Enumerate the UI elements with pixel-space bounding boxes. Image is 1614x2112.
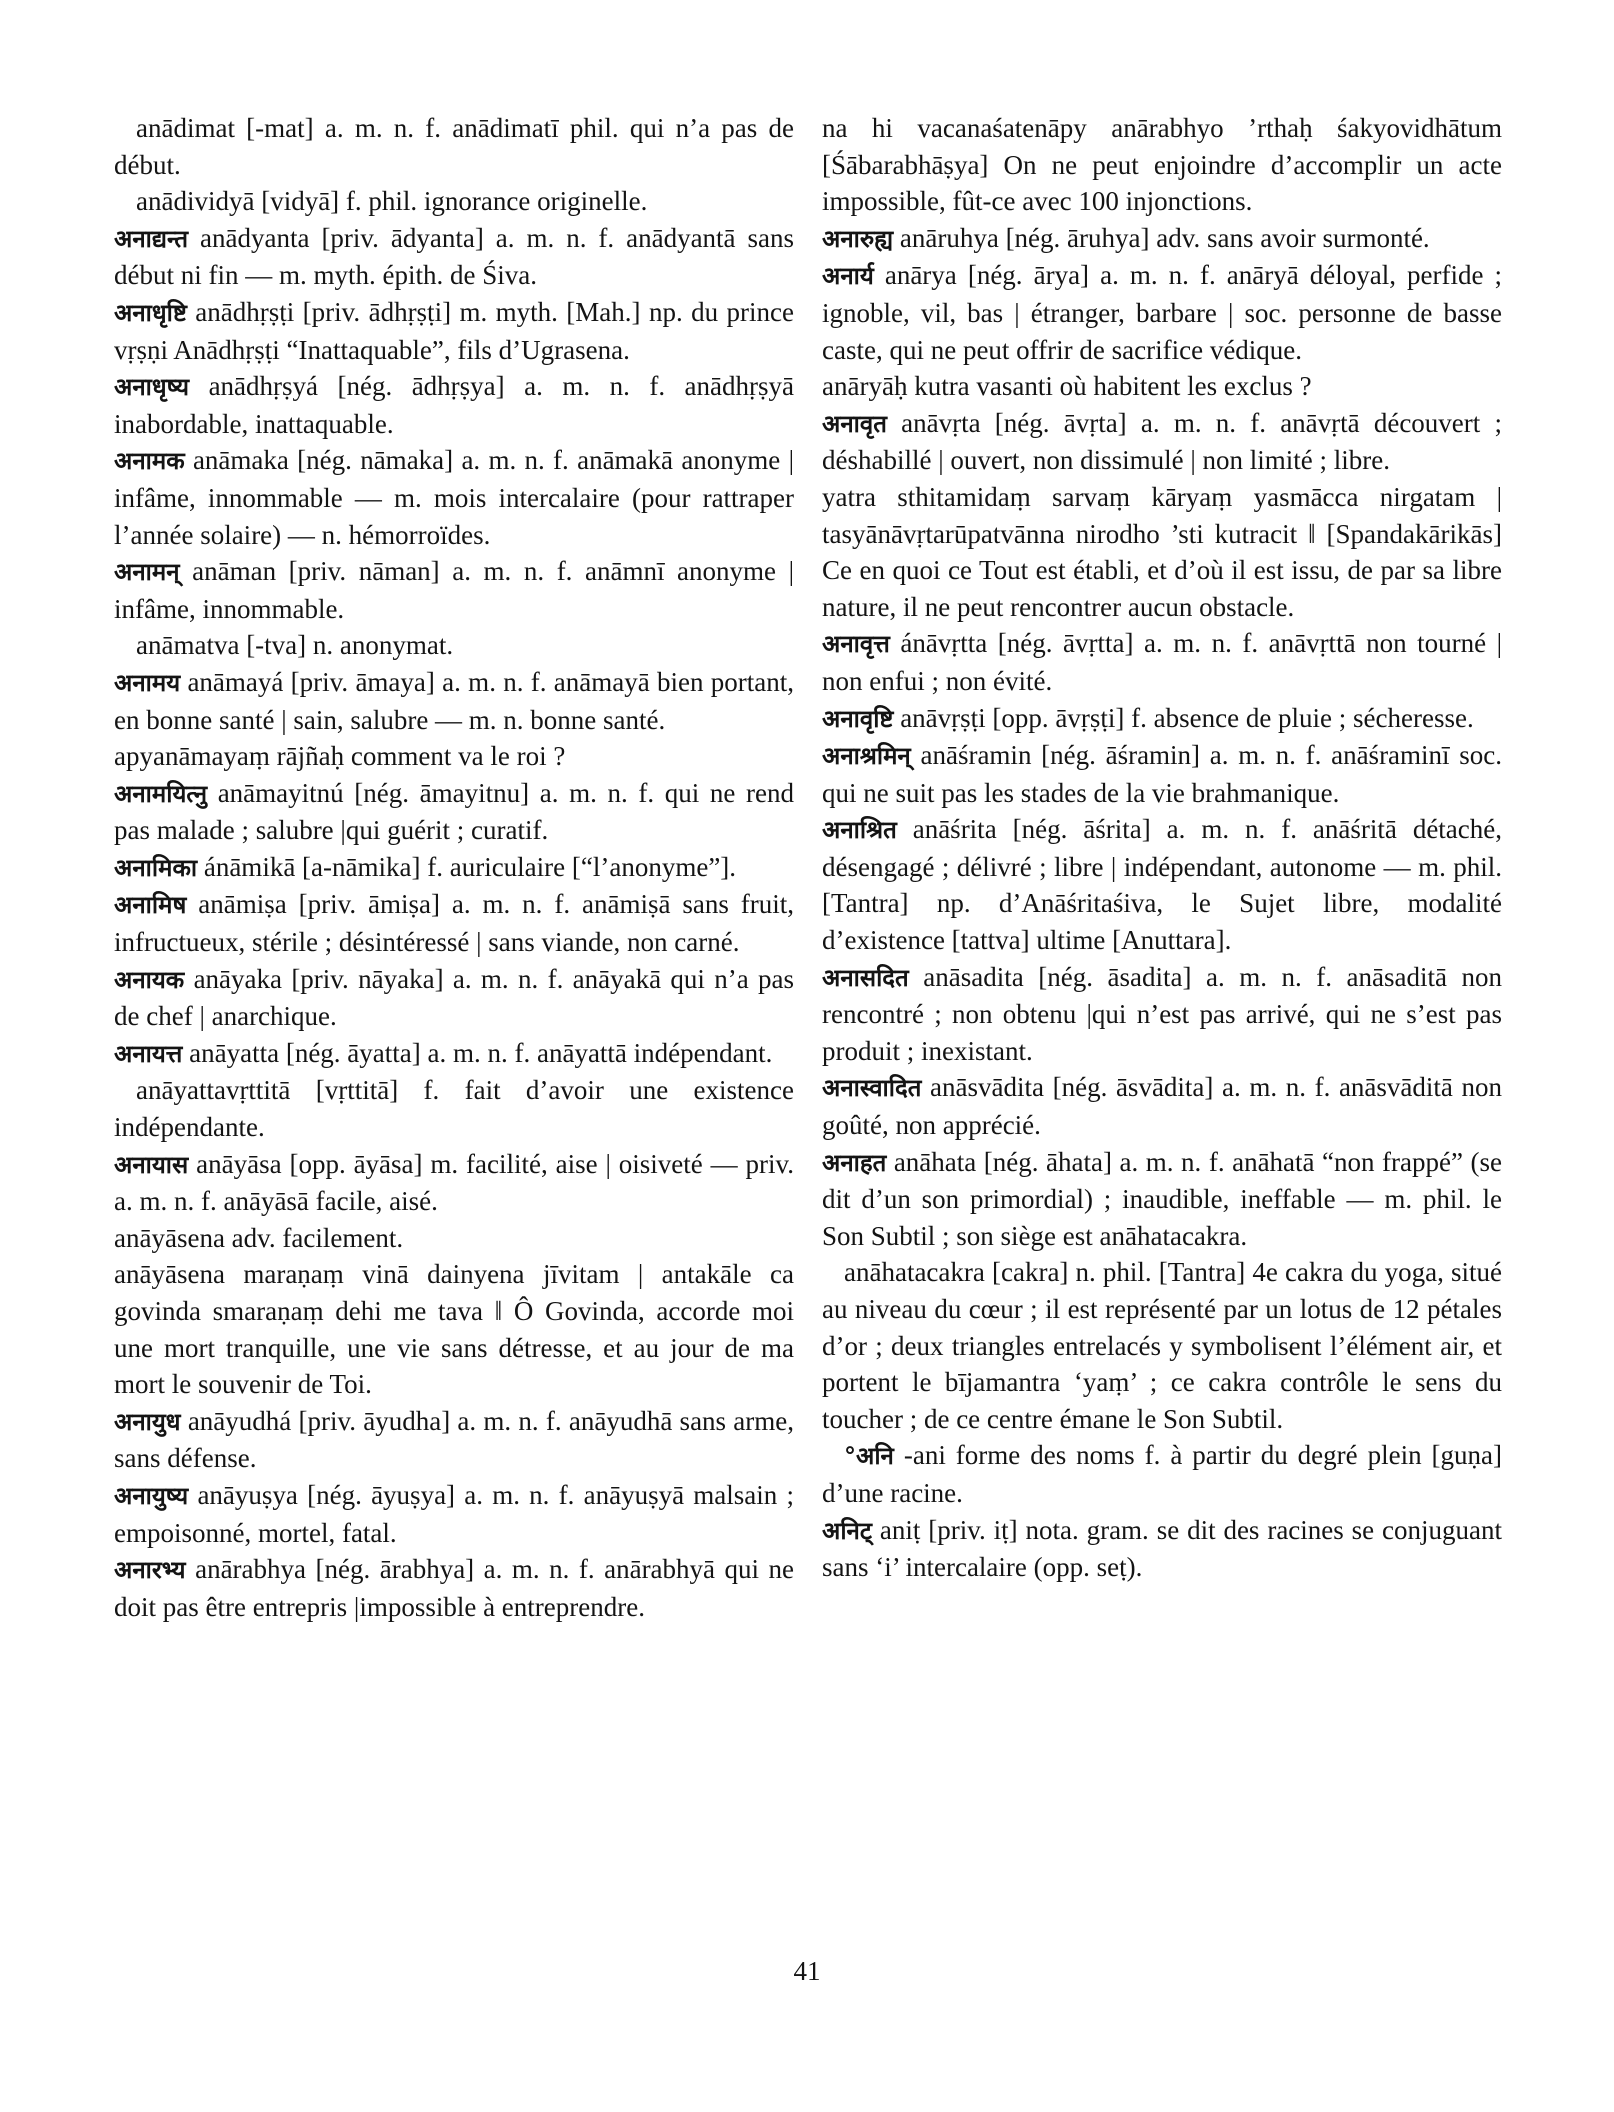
- dictionary-entry: [114, 886, 794, 960]
- dictionary-entry: [114, 627, 794, 664]
- devanagari-headword: अनामयित्नु: [114, 779, 208, 808]
- dictionary-entry: [114, 294, 794, 368]
- devanagari-headword: अनामिका: [114, 853, 198, 882]
- dictionary-entry: [114, 775, 794, 849]
- entry-text: anāmayá [priv. āmaya] a. m. n. f. anāmayā bien portant, en bonne santé | sain, salubre — m. n. bonne santé.: [114, 666, 795, 735]
- dictionary-entry: [822, 1069, 1502, 1143]
- entry-text: apyanāmayaṃ rājñaḥ comment va le roi ?: [114, 741, 566, 772]
- entry-text: anāyaka [priv. nāyaka] a. m. n. f. anāyakā qui n’a pas de chef | anarchique.: [114, 963, 794, 1032]
- entry-text: ánāvṛtta [nég. āvṛtta] a. m. n. f. anāvṛttā non tourné | non enfui ; non évité.: [822, 628, 1502, 696]
- dictionary-entry: [114, 1551, 794, 1625]
- devanagari-headword: अनास्वादित: [822, 1074, 922, 1103]
- dictionary-entry: [114, 368, 794, 442]
- devanagari-headword: अनाश्रित: [822, 816, 897, 845]
- devanagari-headword: °अनि: [844, 1442, 894, 1471]
- dictionary-entry: [822, 220, 1502, 258]
- dictionary-entry: [114, 738, 794, 775]
- entry-text: yatra sthitamidaṃ sarvaṃ kāryaṃ yasmācca nirgatam | tasyānāvṛtarūpatvānna nirodho ’sti kutracit ‖ [Spandakārikās] Ce en quoi ce Tout est établi, et d’où il est issu, de par sa libre nature, il ne peut rencontrer aucun obstacle.: [822, 481, 1502, 622]
- entry-text: anādimat [-mat] a. m. n. f. anādimatī phil. qui n’a pas de début.: [114, 113, 794, 180]
- dictionary-entry: [114, 1146, 794, 1220]
- dictionary-entry: [822, 1437, 1502, 1511]
- dictionary-entry: [822, 405, 1502, 479]
- dictionary-entry: [114, 1477, 794, 1551]
- dictionary-entry: [822, 1144, 1502, 1255]
- devanagari-headword: अनाधृष्टि: [114, 298, 187, 327]
- dictionary-entry: [114, 1220, 794, 1257]
- entry-text: anāyatta [nég. āyatta] a. m. n. f. anāyattā indépendant.: [189, 1037, 773, 1068]
- devanagari-headword: अनायास: [114, 1150, 189, 1179]
- entry-text: anārya [nég. ārya] a. m. n. f. anāryā déloyal, perfide ; ignoble, vil, bas | étranger, barbare | soc. personne de basse caste, qui ne peut offrir de sacrifice védique.: [822, 260, 1502, 365]
- devanagari-headword: अनाद्यन्त: [114, 224, 189, 253]
- entry-text: na hi vacanaśatenāpy anārabhyo ’rthaḥ śakyovidhātum [Śābarabhāṣya] On ne peut enjoindre d’accomplir un acte impossible, fût-ce avec 100 injonctions.: [822, 113, 1502, 217]
- entry-text: anāmayitnú [nég. āmayitnu] a. m. n. f. qui ne rend pas malade ; salubre |qui guérit ; curatif.: [114, 777, 794, 846]
- devanagari-headword: अनाश्रमिन्: [822, 742, 911, 771]
- dictionary-entry: [114, 664, 794, 738]
- devanagari-headword: अनामक: [114, 447, 185, 476]
- dictionary-entry: [114, 1035, 794, 1073]
- devanagari-headword: अनायत्त: [114, 1039, 183, 1068]
- dictionary-entry: [822, 625, 1502, 699]
- devanagari-headword: अनार्य: [822, 262, 874, 291]
- entry-text: aniṭ [priv. iṭ] nota. gram. se dit des racines se conjuguant sans ‘i’ intercalaire (opp. seṭ).: [822, 1514, 1503, 1583]
- left-column: [114, 110, 794, 1625]
- devanagari-headword: अनारभ्य: [114, 1556, 186, 1585]
- page-number: 41: [793, 1956, 821, 1986]
- dictionary-entry: [114, 849, 794, 887]
- dictionary-entry: [114, 1072, 794, 1145]
- devanagari-headword: अनारुह्य: [822, 224, 894, 253]
- devanagari-headword: अनाहत: [822, 1148, 887, 1177]
- entry-text: anāman [priv. nāman] a. m. n. f. anāmnī anonyme | infâme, innommable.: [114, 556, 795, 624]
- dictionary-entry: [822, 700, 1502, 738]
- devanagari-headword: अनावृत: [822, 409, 887, 438]
- devanagari-headword: अनिट्: [822, 1516, 872, 1545]
- entry-text: anāvṛṣṭi [opp. āvṛṣṭi] f. absence de pluie ; sécheresse.: [900, 702, 1474, 733]
- entry-text: anāyāsena adv. facilement.: [114, 1222, 404, 1253]
- entry-text: anādividyā [vidyā] f. phil. ignorance originelle.: [136, 186, 648, 217]
- dictionary-entry: [822, 1254, 1502, 1437]
- entry-text: anāsvādita [nég. āsvādita] a. m. n. f. anāsvāditā non goûté, non apprécié.: [822, 1072, 1503, 1141]
- entry-text: anāyāsena maraṇaṃ vinā dainyena jīvitam | antakāle ca govinda smaraṇaṃ dehi me tava ‖ Ô Govinda, accorde moi une mort tranquille, une vie sans détresse, et au jour de ma mort le souvenir de Toi.: [114, 1259, 794, 1400]
- right-column: [822, 110, 1502, 1586]
- entry-text: anāyuṣya [nég. āyuṣya] a. m. n. f. anāyuṣyā malsain ; empoisonné, mortel, fatal.: [114, 1479, 794, 1548]
- dictionary-entry: [114, 220, 794, 294]
- entry-text: anādhṛṣyá [nég. ādhṛṣya] a. m. n. f. anādhṛṣyā inabordable, inattaquable.: [114, 371, 794, 439]
- devanagari-headword: अनायुष्य: [114, 1481, 189, 1510]
- entry-text: anāśramin [nég. āśramin] a. m. n. f. anāśraminī soc. qui ne suit pas les stades de la vie brahmanique.: [822, 740, 1503, 808]
- entry-text: ánāmikā [a-nāmika] f. auriculaire [“l’anonyme”].: [203, 851, 737, 882]
- devanagari-headword: अनामन्: [114, 558, 180, 587]
- devanagari-headword: अनावृष्टि: [822, 704, 894, 733]
- dictionary-entry: [822, 110, 1502, 220]
- dictionary-entry: [114, 1256, 794, 1402]
- dictionary-entry: [114, 961, 794, 1035]
- dictionary-entry: [822, 257, 1502, 368]
- entry-text: anāmiṣa [priv. āmiṣa] a. m. n. f. anāmiṣā sans fruit, infructueux, stérile ; désintéressé | sans viande, non carné.: [114, 889, 795, 958]
- dictionary-entry: [822, 1512, 1502, 1586]
- entry-text: anāśrita [nég. āśrita] a. m. n. f. anāśritā détaché, désengagé ; délivré ; libre | indépendant, autonome — m. phil. [Tantra] np. d’Anāśritaśiva, le Sujet libre, modalité d’existence [tattva] ultime [Anuttara].: [822, 814, 1503, 956]
- devanagari-headword: अनामिष: [114, 891, 187, 920]
- dictionary-entry: [822, 811, 1502, 958]
- entry-text: anāyudhá [priv. āyudha] a. m. n. f. anāyudhā sans arme, sans défense.: [114, 1405, 795, 1474]
- dictionary-entry: [114, 442, 794, 553]
- entry-text: anādhṛṣṭi [priv. ādhṛṣṭi] m. myth. [Mah.] np. du prince vṛṣṇi Anādhṛṣṭi “Inattaquable”, fils d’Ugrasena.: [114, 296, 794, 365]
- entry-text: anāhatacakra [cakra] n. phil. [Tantra] 4e cakra du yoga, situé au niveau du cœur ; il est représenté par un lotus de 12 pétales d’or ; deux triangles entrelacés y symbolisent l’élément air, et portent le bījamantra ‘yaṃ’ ; ce cakra contrôle le sens du toucher ; de ce centre émane le Son Subtil.: [822, 1257, 1502, 1434]
- entry-text: anāyāsa [opp. āyāsa] m. facilité, aise | oisiveté — priv. a. m. n. f. anāyāsā facile, aisé.: [114, 1148, 795, 1217]
- dictionary-entry: [114, 1403, 794, 1477]
- dictionary-entry: [822, 368, 1502, 405]
- entry-text: anāsadita [nég. āsadita] a. m. n. f. anāsaditā non rencontré ; non obtenu |qui n’est pas arrivé, qui ne s’est pas produit ; inexistant.: [822, 961, 1503, 1066]
- dictionary-entry: [114, 110, 794, 183]
- dictionary-entry: [114, 553, 794, 627]
- devanagari-headword: अनासदित: [822, 963, 909, 992]
- entry-text: anāvṛta [nég. āvṛta] a. m. n. f. anāvṛtā découvert ; déshabillé | ouvert, non dissimulé | non limité ; libre.: [822, 407, 1502, 476]
- dictionary-entry: [822, 737, 1502, 811]
- devanagari-headword: अनाधृष्य: [114, 373, 190, 402]
- devanagari-headword: अनायुध: [114, 1407, 181, 1436]
- devanagari-headword: अनावृत्त: [822, 630, 890, 659]
- dictionary-entry: [822, 479, 1502, 625]
- entry-text: anāryāḥ kutra vasanti où habitent les exclus ?: [822, 371, 1312, 402]
- entry-text: anādyanta [priv. ādyanta] a. m. n. f. anādyantā sans début ni fin — m. myth. épith. de Śiva.: [114, 222, 795, 291]
- dictionary-entry: [114, 183, 794, 220]
- entry-text: anārabhya [nég. ārabhya] a. m. n. f. anārabhyā qui ne doit pas être entrepris |impossible à entreprendre.: [114, 1554, 794, 1622]
- entry-text: anāruhya [nég. āruhya] adv. sans avoir surmonté.: [899, 222, 1430, 253]
- devanagari-headword: अनायक: [114, 965, 185, 994]
- dictionary-entry: [822, 959, 1502, 1070]
- devanagari-headword: अनामय: [114, 668, 181, 697]
- entry-text: -ani forme des noms f. à partir du degré plein [guṇa] d’une racine.: [822, 1440, 1502, 1508]
- entry-text: anāhata [nég. āhata] a. m. n. f. anāhatā “non frappé” (se dit d’un son primordial) ; inaudible, ineffable — m. phil. le Son Subtil ; son siège est anāhatacakra.: [822, 1146, 1503, 1251]
- entry-text: anāyattavṛttitā [vṛttitā] f. fait d’avoir une existence indépendante.: [114, 1075, 794, 1143]
- entry-text: anāmaka [nég. nāmaka] a. m. n. f. anāmakā anonyme | infâme, innommable — m. mois intercalaire (pour rattraper l’année solaire) — n. hémorroïdes.: [114, 445, 794, 550]
- entry-text: anāmatva [-tva] n. anonymat.: [136, 630, 454, 661]
